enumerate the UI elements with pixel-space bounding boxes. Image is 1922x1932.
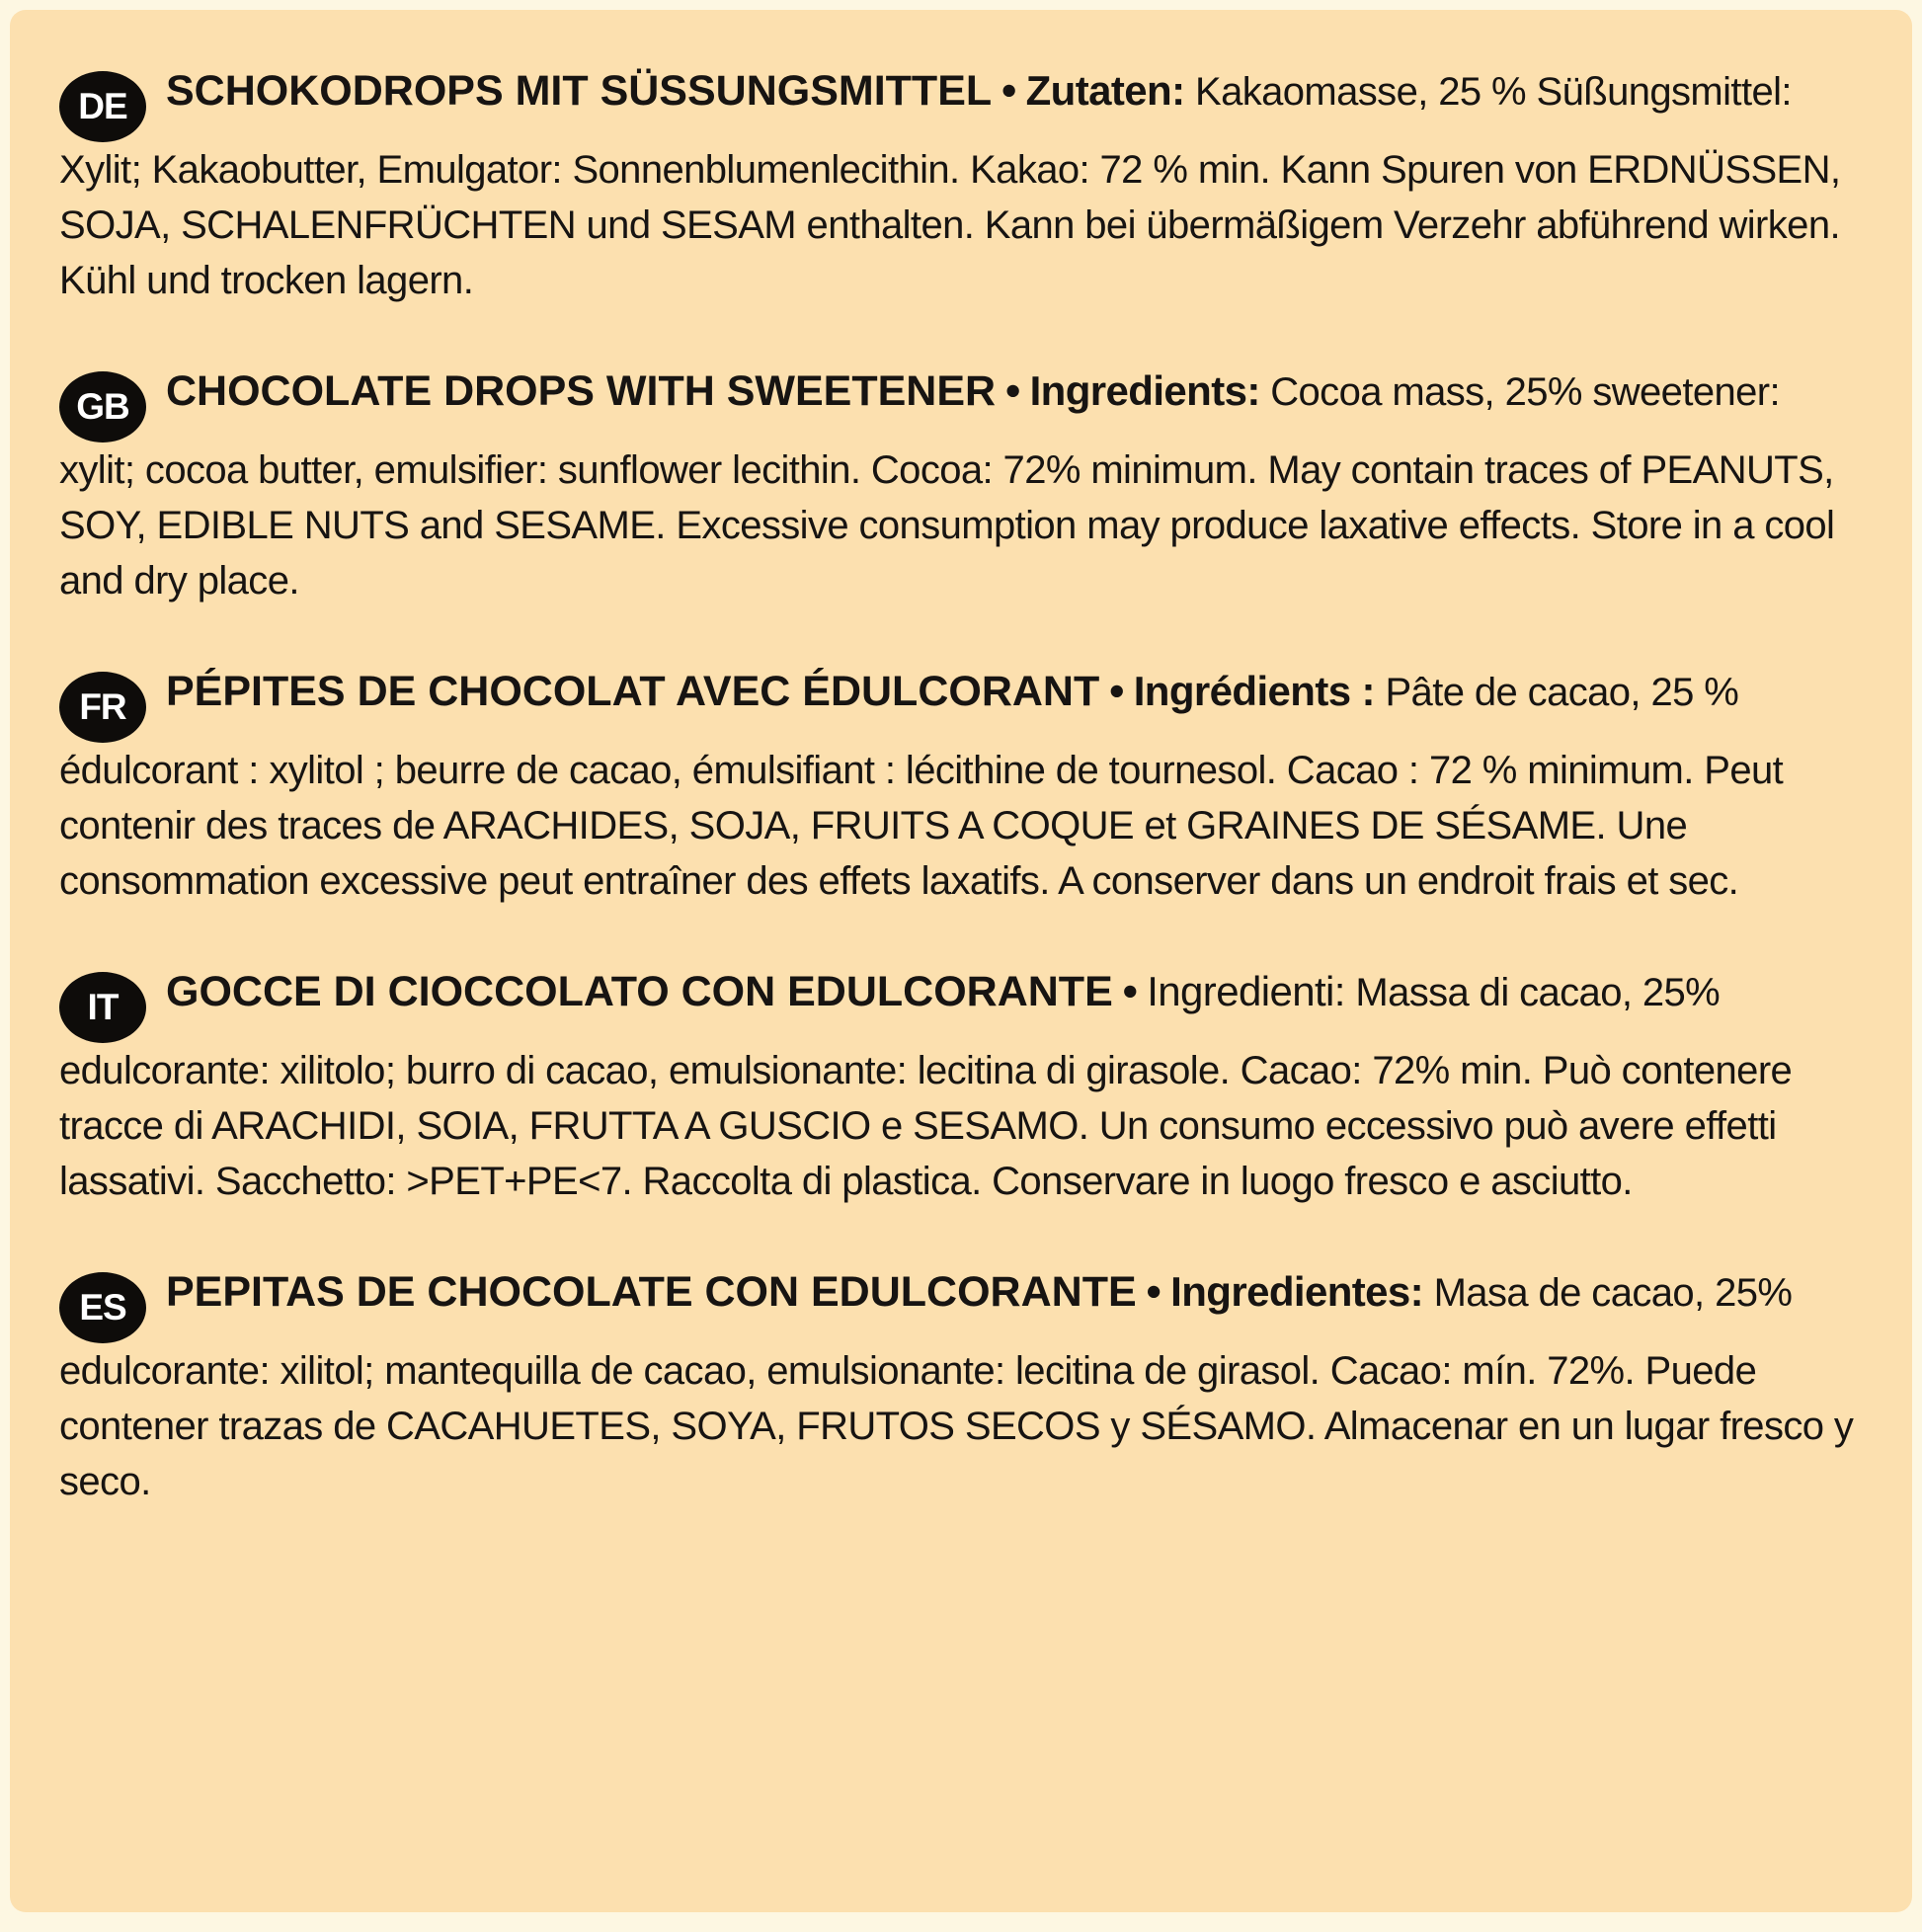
ingredients-section-gb bbox=[59, 362, 1863, 608]
bullet-separator-icon: • bbox=[1146, 1267, 1161, 1316]
bullet-separator-icon: • bbox=[1109, 667, 1124, 715]
bullet-separator-icon: • bbox=[1122, 967, 1138, 1015]
ingredients-label-panel bbox=[10, 10, 1912, 1912]
product-title-de: SCHOKODROPS MIT SÜSSUNGSMITTEL bbox=[166, 67, 993, 115]
ingredients-label-es: Ingredientes: bbox=[1170, 1267, 1424, 1315]
product-title-gb: CHOCOLATE DROPS WITH SWEETENER bbox=[166, 366, 997, 415]
product-title-es: PEPITAS DE CHOCOLATE CON EDULCORANTE bbox=[166, 1267, 1137, 1316]
ingredients-section-fr bbox=[59, 662, 1863, 909]
ingredients-section-es bbox=[59, 1262, 1863, 1509]
language-badge-gb-icon: GB bbox=[59, 371, 146, 443]
language-badge-it-icon: IT bbox=[59, 972, 146, 1043]
ingredients-section-de bbox=[59, 61, 1863, 308]
ingredients-text-de: Kakaomasse, 25 % Süßungsmittel: Xylit; Kakaobutter, Emulgator: Sonnenblumenlecithin. Kakao: 72 % min. Kann Spuren von ERDNÜSSEN, SOJA, SCHALENFRÜCHTEN und SESAM enthalten. Kann bei übermäßigem Verzehr abführend wirken. Kühl und trocken lagern. bbox=[59, 70, 1841, 302]
bullet-separator-icon: • bbox=[1001, 67, 1016, 115]
language-badge-fr-icon: FR bbox=[59, 672, 146, 743]
bullet-separator-icon: • bbox=[1005, 366, 1020, 415]
ingredients-section-it bbox=[59, 962, 1863, 1209]
ingredients-text-it: Massa di cacao, 25% edulcorante: xilitolo; burro di cacao, emulsionante: lecitina di girasole. Cacao: 72% min. Può contenere tracce di ARACHIDI, SOIA, FRUTTA A GUSCIO e SESAMO. Un consumo eccessivo può avere effetti lassativi. Sacchetto: >PET+PE<7. Raccolta di plastica. Conservare in luogo fresco e asciutto. bbox=[59, 970, 1793, 1203]
product-title-fr: PÉPITES DE CHOCOLAT AVEC ÉDULCORANT bbox=[166, 667, 1100, 715]
ingredients-text-gb: Cocoa mass, 25% sweetener: xylit; cocoa butter, emulsifier: sunflower lecithin. Cocoa: 72% minimum. May contain traces of PEANUTS, SOY, EDIBLE NUTS and SESAME. Excessive consumption may produce laxative effects. Store in a cool and dry place. bbox=[59, 369, 1835, 603]
language-badge-de-icon: DE bbox=[59, 71, 146, 142]
language-badge-es-icon: ES bbox=[59, 1272, 146, 1343]
product-title-it: GOCCE DI CIOCCOLATO CON EDULCORANTE bbox=[166, 967, 1113, 1015]
ingredients-text-fr: Pâte de cacao, 25 % édulcorant : xylitol ; beurre de cacao, émulsifiant : lécithine de tournesol. Cacao : 72 % minimum. Peut contenir des traces de ARACHIDES, SOJA, FRUITS A COQUE et GRAINES DE SÉSAME. Une consommation excessive peut entraîner des effets laxatifs. A conserver dans un endroit frais et sec. bbox=[59, 670, 1784, 903]
ingredients-label-gb: Ingredients: bbox=[1029, 366, 1260, 414]
ingredients-text-es: Masa de cacao, 25% edulcorante: xilitol; mantequilla de cacao, emulsionante: lecitina de girasol. Cacao: mín. 72%. Puede contener trazas de CACAHUETES, SOYA, FRUTOS SECOS y SÉSAMO. Almacenar en un lugar fresco y seco. bbox=[59, 1270, 1854, 1503]
ingredients-label-fr: Ingrédients : bbox=[1133, 667, 1375, 714]
ingredients-label-de: Zutaten: bbox=[1025, 67, 1185, 114]
ingredients-label-it: Ingredienti: bbox=[1147, 967, 1345, 1014]
